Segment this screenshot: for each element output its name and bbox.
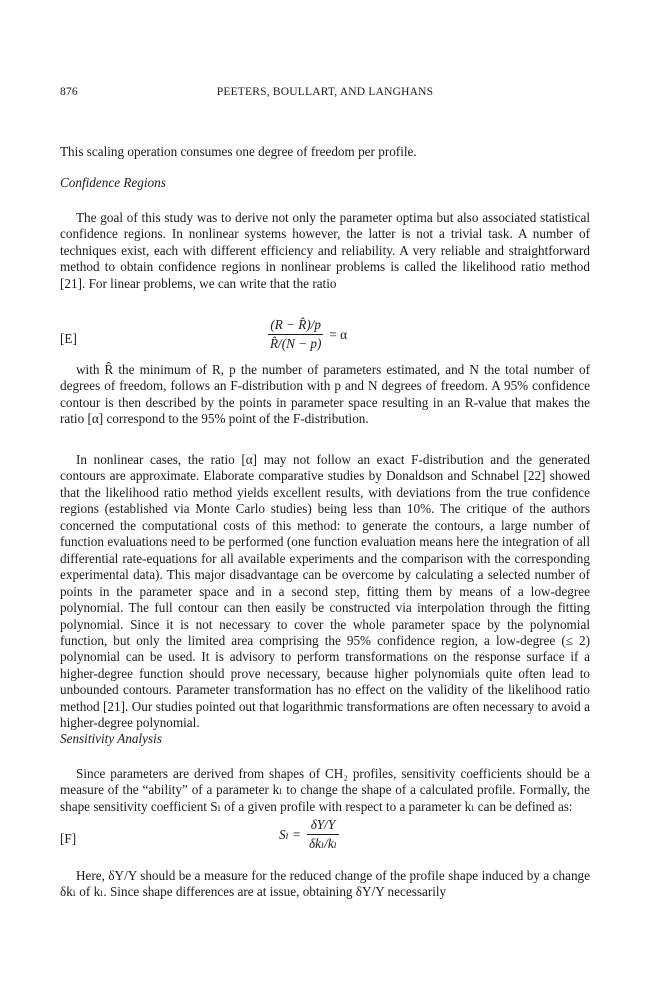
- numerator: (R − R̂)/p: [270, 317, 322, 332]
- page-number: 876: [60, 86, 78, 98]
- page-header: [60, 86, 590, 102]
- equation-F: [60, 817, 590, 861]
- denominator: R̂/(N − p): [270, 336, 322, 351]
- denominator: δkₗ/kₗ: [309, 836, 337, 851]
- paragraph-4: Since parameters are derived from shapes of CH₂ profiles, sensitivity coefficients should be a measure of the “ability” of a parameter kₗ to change the shape of a calculated profile. Formally, the shape sensitivity coefficient Sₗ of a given profile with respect to a parameter kₗ can be defined as:: [60, 766, 590, 814]
- paragraph-5: Here, δY/Y should be a measure for the reduced change of the profile shape induced by a change δkₗ of kₗ. Since shape differences are at issue, obtaining δY/Y necessarily: [60, 868, 590, 900]
- equation-lhs: Sₗ =: [279, 826, 301, 842]
- first-line: This scaling operation consumes one degree of freedom per profile.: [60, 144, 417, 159]
- equation-E: [60, 317, 590, 361]
- equation-label: [F]: [60, 831, 77, 846]
- equation-body: [279, 817, 339, 852]
- running-head: PEETERS, BOULLART, AND LANGHANS: [216, 86, 434, 98]
- equation-rhs: = α: [329, 326, 348, 342]
- fraction: [307, 817, 339, 852]
- section-heading-sensitivity-analysis: Sensitivity Analysis: [60, 731, 162, 746]
- equation-body: [268, 317, 347, 352]
- fraction: [268, 317, 323, 352]
- equation-label: [E]: [60, 331, 77, 346]
- paragraph-1: The goal of this study was to derive not only the parameter optima but also associated statistical confidence regions. In nonlinear systems however, the latter is not a trivial task. A number of techniques exist, each with different efficiency and reliability. A very reliable and straightforward method to obtain confidence regions in nonlinear problems is called the likelihood ratio method [21]. For linear problems, we can write that the ratio: [60, 210, 590, 291]
- section-heading-confidence-regions: Confidence Regions: [60, 175, 166, 190]
- paragraph-3: In nonlinear cases, the ratio [α] may not follow an exact F-distribution and the generated contours are approximate. Elaborate comparative studies by Donaldson and Schnabel [22] showed that the likelihood ratio method yields excellent results, with deviations from the true confidence regions (established via Monte Carlo studies) being less than 10%. The critique of the authors concerned the computational costs of this method: to generate the contours, a large number of function evaluations need to be performed (one function evaluation means here the integration of all differential rate-equations for all available experiments and the comparison with the corresponding experimental data). This major disadvantage can be overcome by calculating a selected number of points in the parameter space and in a second step, fitting them by means of a low-degree polynomial. The full contour can then easily be constructed via interpolation through the fitting polynomial. Since it is not necessary to cover the whole parameter space by the polynomial function, but only the limited area comprising the 95% confidence region, a low-degree (≤ 2) polynomial can be used. It is advisory to perform transformations on the response surface if a higher-degree function should prove necessary, because higher polynomials quite often lead to unbounded contours. Parameter transformation has no effect on the validity of the likelihood ratio method [21]. Our studies pointed out that logarithmic transformations are often necessary to avoid a higher-degree polynomial.: [60, 452, 590, 731]
- numerator: δY/Y: [310, 817, 336, 832]
- paragraph-2: with R̂ the minimum of R, p the number of parameters estimated, and N the total number of degrees of freedom, follows an F-distribution with p and N degrees of freedom. A 95% confidence contour is then described by the points in parameter space resulting in an R-value that makes the ratio [α] correspond to the 95% point of the F-distribution.: [60, 362, 590, 427]
